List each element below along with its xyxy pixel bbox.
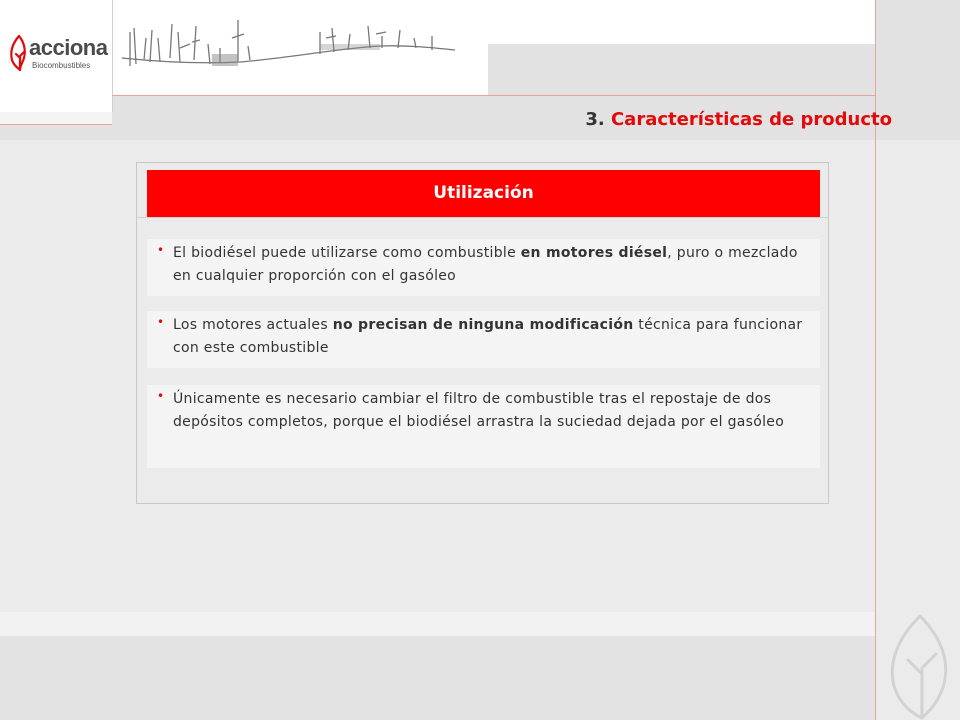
acciona-logo — [8, 34, 108, 74]
bullet-text: El biodiésel puede utilizarse como combustible en motores diésel, puro o mezclado en cualquier proporción con el gasóleo — [173, 245, 798, 284]
bullet-dot-icon: • — [157, 315, 165, 329]
section-number: 3. — [585, 109, 605, 130]
bullet-item-2 — [147, 311, 820, 368]
footer-band — [0, 612, 875, 636]
vertical-rule — [875, 0, 876, 720]
logo-rule — [0, 124, 112, 125]
panel-divider — [137, 217, 828, 218]
content-panel — [136, 162, 829, 504]
panel-title: Utilización — [147, 170, 820, 217]
bullet-dot-icon: • — [157, 389, 165, 403]
landscape-sketch-icon — [120, 18, 460, 78]
bullet-text: Únicamente es necesario cambiar el filtro de combustible tras el repostaje de dos depósitos completos, porque el biodiésel arrastra la suciedad dejada por el gasóleo — [173, 391, 785, 430]
header-rule — [112, 95, 875, 96]
logo-wordmark: acciona — [29, 35, 108, 60]
section-title-text: Características de producto — [610, 109, 892, 130]
bullet-dot-icon: • — [157, 243, 165, 257]
logo-subtitle: Biocombustibles — [32, 61, 91, 70]
leaf-logo-icon — [8, 34, 30, 72]
section-title — [585, 109, 892, 130]
leaf-watermark-icon — [880, 610, 960, 720]
bullet-text: Los motores actuales no precisan de ninguna modificación técnica para funcionar con este combustible — [173, 317, 803, 356]
bullet-item-1 — [147, 239, 820, 296]
footer-area — [0, 636, 875, 720]
header-step-block — [488, 44, 875, 95]
bullet-item-3 — [147, 385, 820, 468]
